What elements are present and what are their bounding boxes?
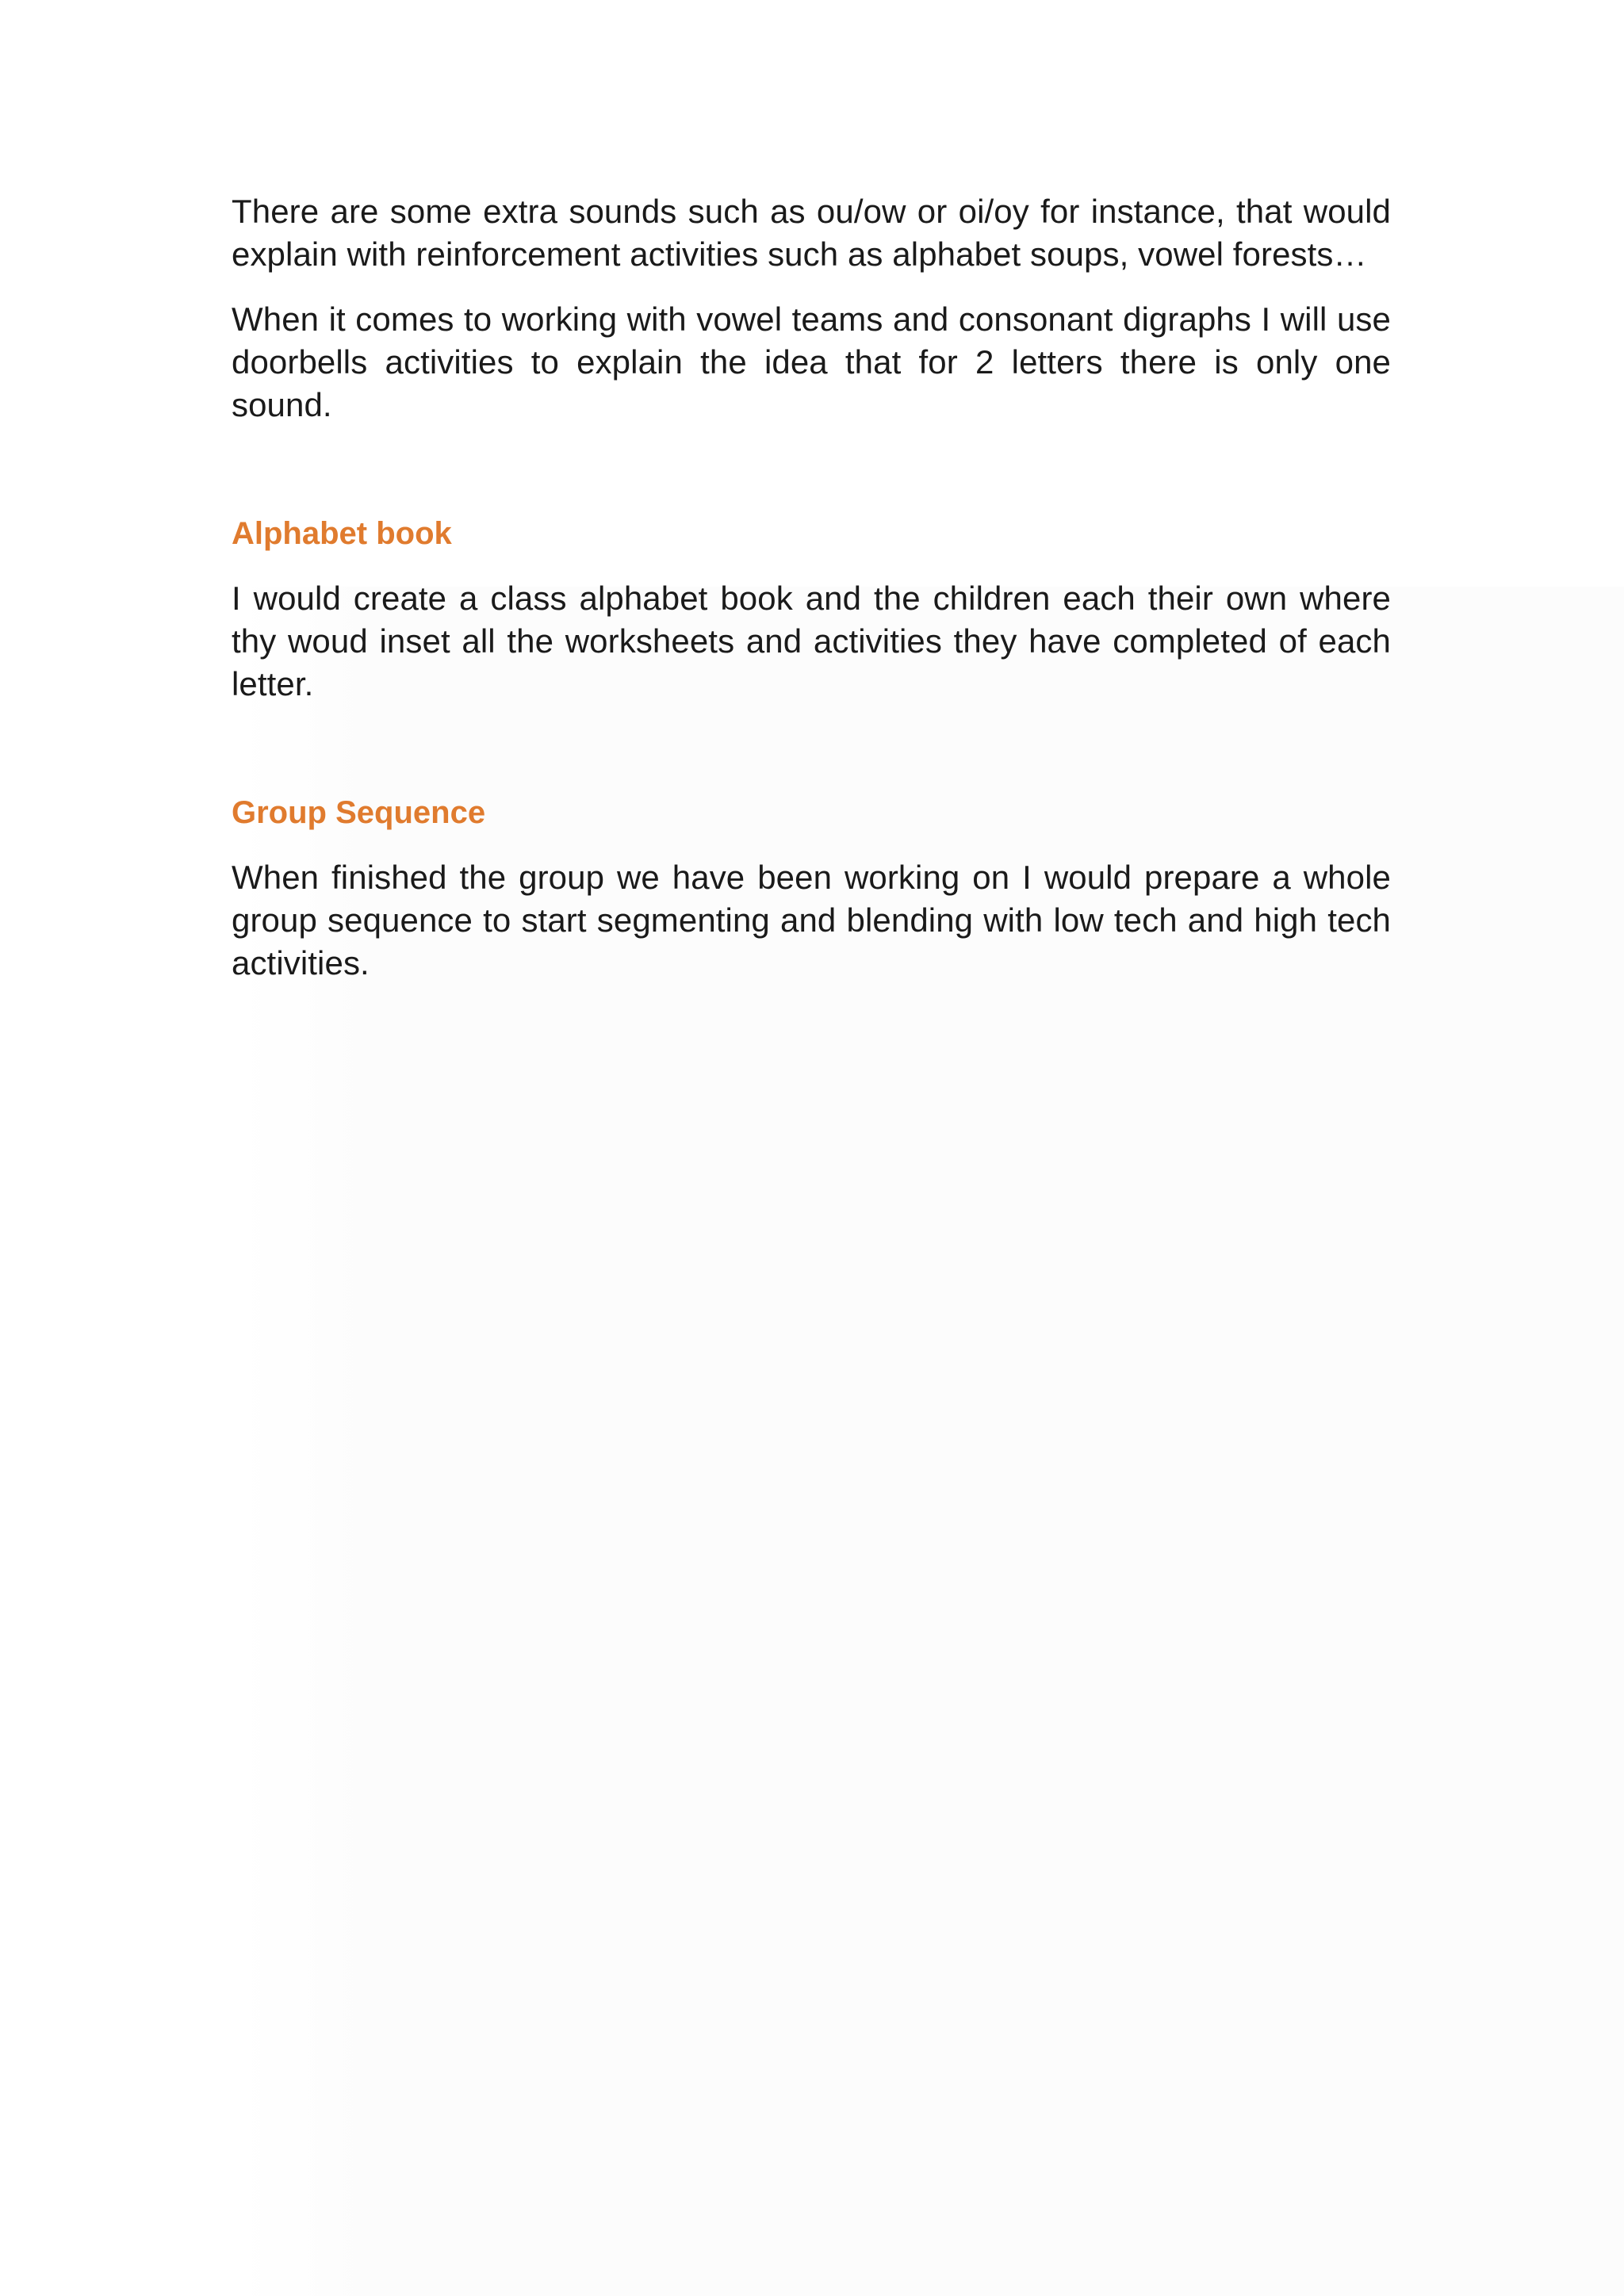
section-group-sequence (232, 793, 1391, 985)
section-paragraph-group-sequence: When finished the group we have been working on I would prepare a whole group sequence to start segmenting and blending with low tech and high tech activities. (232, 859, 1391, 982)
section-alphabet-book (232, 514, 1391, 706)
intro-paragraph-vowel-teams: When it comes to working with vowel teams and consonant digraphs I will use doorbells activities to explain the idea that for 2 letters there is only one sound. (232, 300, 1391, 423)
section-paragraph-alphabet-book: I would create a class alphabet book and the children each their own where thy woud inset all the worksheets and activities they have completed of each letter. (232, 580, 1391, 702)
document-body (232, 190, 1391, 985)
section-heading-group-sequence: Group Sequence (232, 795, 486, 830)
section-heading-alphabet-book: Alphabet book (232, 516, 452, 551)
intro-paragraph-extra-sounds: There are some extra sounds such as ou/ow or oi/oy for instance, that would explain with reinforcement activities such as alphabet soups, vowel forests… (232, 193, 1391, 273)
